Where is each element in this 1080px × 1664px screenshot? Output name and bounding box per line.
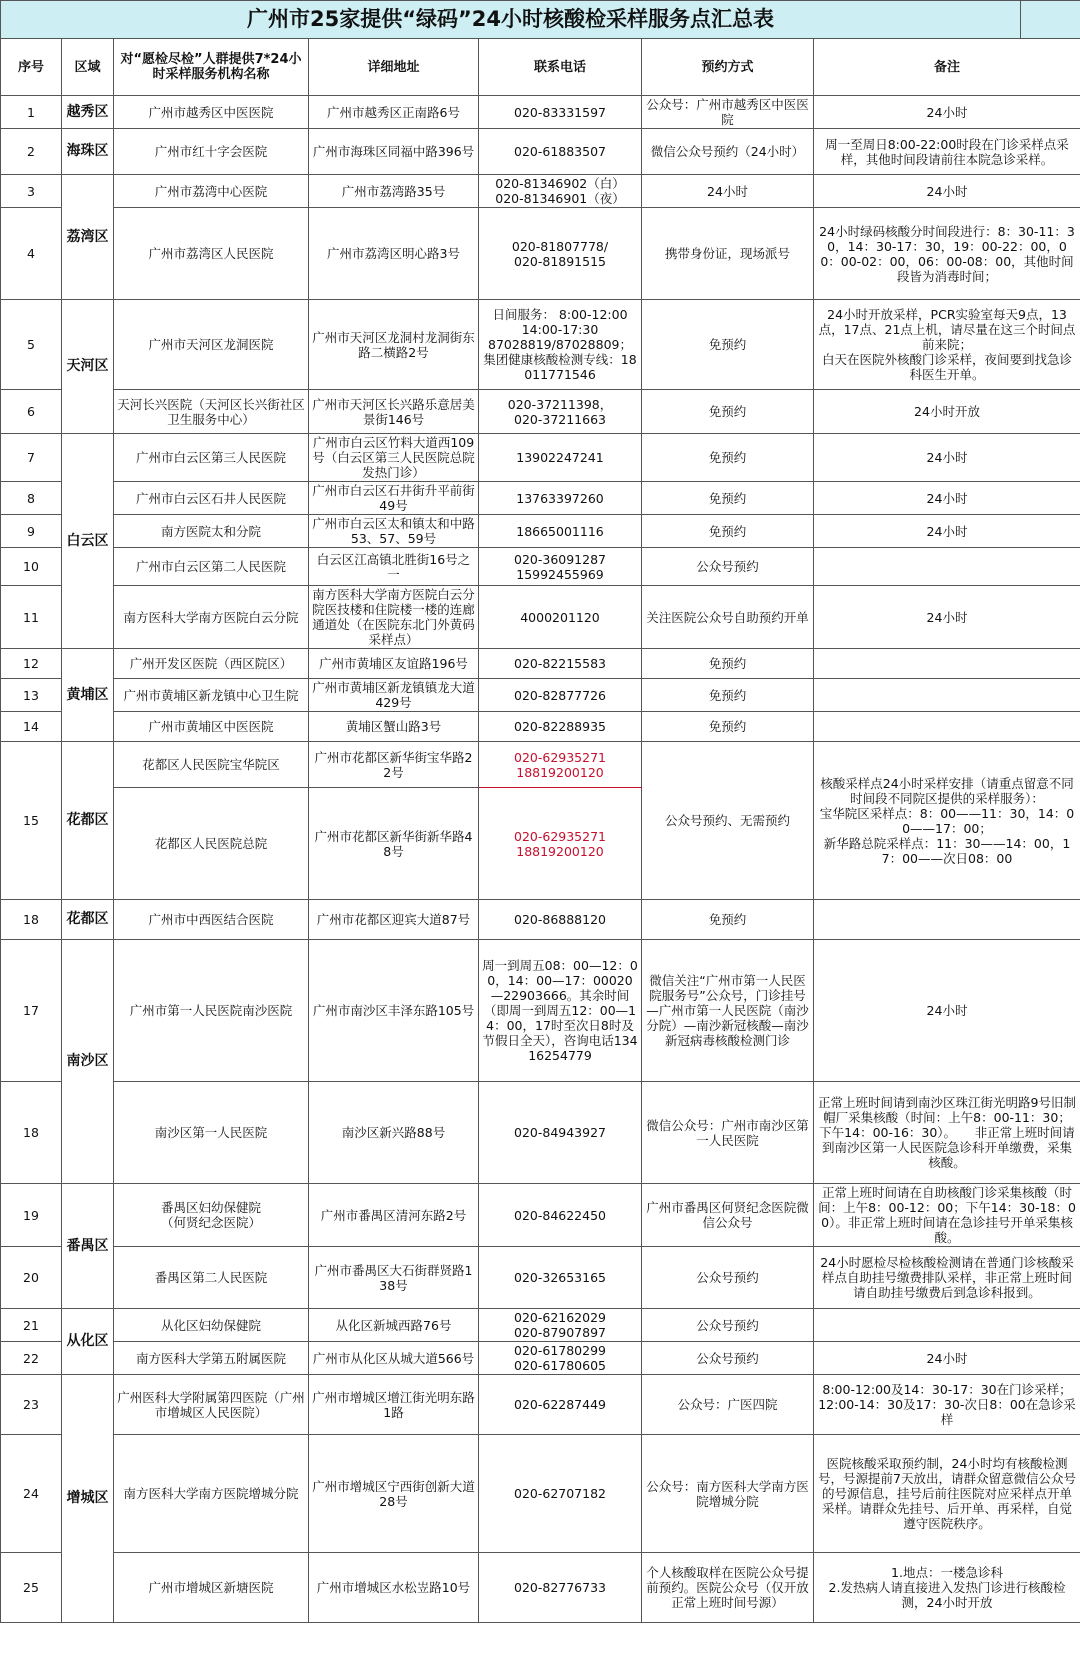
table-row (1, 712, 1080, 742)
cell-phone: 020-81807778/ 020-81891515 (479, 208, 642, 300)
cell-note: 24小时 (814, 1342, 1080, 1375)
cell-address: 广州市荔湾路35号 (309, 175, 479, 208)
cell-name: 广州市黄埔区新龙镇中心卫生院 (114, 679, 309, 712)
cell-no: 1 (1, 96, 62, 129)
cell-phone: 020-61883507 (479, 129, 642, 175)
cell-phone: 020-32653165 (479, 1247, 642, 1309)
cell-district: 从化区 (62, 1309, 114, 1375)
cell-address: 南沙区新兴路88号 (309, 1082, 479, 1184)
cell-name: 广州市红十字会医院 (114, 129, 309, 175)
cell-no: 7 (1, 434, 62, 482)
table-row (1, 1553, 1080, 1623)
cell-address: 从化区新城西路76号 (309, 1309, 479, 1342)
header-booking: 预约方式 (642, 39, 814, 96)
cell-phone: 020-84622450 (479, 1184, 642, 1247)
cell-note: 24小时开放采样，PCR实验室每天9点，13点，17点、21点上机，请尽量在这三个时间点前来院； 白天在医院外核酸门诊采样，夜间要到找急诊科医生开单。 (814, 300, 1080, 390)
cell-note (814, 548, 1080, 586)
cell-name: 广州医科大学附属第四医院（广州市增城区人民医院） (114, 1375, 309, 1435)
table-row (1, 742, 1080, 788)
cell-district: 番禺区 (62, 1184, 114, 1309)
cell-note (814, 649, 1080, 679)
cell-name: 广州市白云区第三人民医院 (114, 434, 309, 482)
cell-note: 24小时开放 (814, 390, 1080, 434)
cell-booking: 免预约 (642, 434, 814, 482)
header-note: 备注 (814, 39, 1080, 96)
cell-phone: 4000201120 (479, 586, 642, 649)
header-no: 序号 (1, 39, 62, 96)
cell-address: 广州市荔湾区明心路3号 (309, 208, 479, 300)
cell-district: 花都区 (62, 900, 114, 940)
cell-no: 10 (1, 548, 62, 586)
cell-name: 南方医科大学南方医院增城分院 (114, 1435, 309, 1553)
cell-phone: 020-62935271 18819200120 (479, 788, 642, 900)
cell-booking: 免预约 (642, 900, 814, 940)
cell-booking: 个人核酸取样在医院公众号提前预约。医院公众号（仅开放正常上班时间号源） (642, 1553, 814, 1623)
cell-note: 24小时愿检尽检核酸检测请在普通门诊核酸采样点自助挂号缴费排队采样，非正常上班时间请自助挂号缴费后到急诊科报到。 (814, 1247, 1080, 1309)
cell-name: 番禺区妇幼保健院 （何贤纪念医院） (114, 1184, 309, 1247)
cell-booking: 携带身份证，现场派号 (642, 208, 814, 300)
cell-booking: 免预约 (642, 482, 814, 515)
cell-phone: 020-82288935 (479, 712, 642, 742)
table-row (1, 900, 1080, 940)
cell-district: 白云区 (62, 434, 114, 649)
cell-booking: 公众号预约 (642, 1342, 814, 1375)
cell-booking: 关注医院公众号自助预约开单 (642, 586, 814, 649)
cell-address: 广州市黄埔区新龙镇镇龙大道429号 (309, 679, 479, 712)
cell-note (814, 679, 1080, 712)
cell-no: 18 (1, 1082, 62, 1184)
table-row (1, 1082, 1080, 1184)
cell-no: 19 (1, 1184, 62, 1247)
table-row (1, 300, 1080, 390)
title-filler-cell (1021, 1, 1080, 39)
cell-no: 23 (1, 1375, 62, 1435)
cell-phone: 020-37211398， 020-37211663 (479, 390, 642, 434)
cell-name: 南沙区第一人民医院 (114, 1082, 309, 1184)
cell-no: 6 (1, 390, 62, 434)
cell-no: 18 (1, 900, 62, 940)
table-row (1, 586, 1080, 649)
cell-name: 南方医院太和分院 (114, 515, 309, 548)
cell-note: 24小时绿码核酸分时间段进行：8：30-11：30，14：30-17：30，19：00-22：00，00：00-02：00，06：00-08：00，其他时间段皆为消毒时间； (814, 208, 1080, 300)
cell-phone: 020-62707182 (479, 1435, 642, 1553)
cell-no: 20 (1, 1247, 62, 1309)
cell-name: 花都区人民医院宝华院区 (114, 742, 309, 788)
cell-no: 8 (1, 482, 62, 515)
cell-name: 花都区人民医院总院 (114, 788, 309, 900)
header-phone: 联系电话 (479, 39, 642, 96)
cell-address: 广州市越秀区正南路6号 (309, 96, 479, 129)
cell-booking: 公众号预约 (642, 548, 814, 586)
cell-phone: 020-82776733 (479, 1553, 642, 1623)
table-row (1, 679, 1080, 712)
cell-phone: 020-61780299 020-61780605 (479, 1342, 642, 1375)
cell-district: 越秀区 (62, 96, 114, 129)
cell-note: 24小时 (814, 434, 1080, 482)
cell-no: 2 (1, 129, 62, 175)
cell-note: 核酸采样点24小时采样安排（请重点留意不同时间段不同院区提供的采样服务）： 宝华院区采样点：8：00——11：30，14：00——17：00； 新华路总院采样点：11：30——14：00，17：00——次日08：00 (814, 742, 1080, 900)
header-address: 详细地址 (309, 39, 479, 96)
table-row (1, 175, 1080, 208)
cell-name: 南方医科大学南方医院白云分院 (114, 586, 309, 649)
table-row (1, 1375, 1080, 1435)
cell-note (814, 900, 1080, 940)
cell-no: 9 (1, 515, 62, 548)
cell-note: 24小时 (814, 96, 1080, 129)
cell-address: 广州市白云区竹料大道西109号（白云区第三人民医院总院发热门诊） (309, 434, 479, 482)
cell-booking: 免预约 (642, 679, 814, 712)
cell-booking: 广州市番禺区何贤纪念医院微信公众号 (642, 1184, 814, 1247)
cell-phone: 020-81346902（白） 020-81346901（夜） (479, 175, 642, 208)
cell-name: 番禺区第二人民医院 (114, 1247, 309, 1309)
cell-booking: 公众号预约 (642, 1247, 814, 1309)
cell-no: 17 (1, 940, 62, 1082)
cell-no: 4 (1, 208, 62, 300)
cell-note: 正常上班时间请到南沙区珠江街光明路9号旧制帽厂采集核酸（时间：上午8：00-11：30；下午14：00-16：30）。 非正常上班时间请到南沙区第一人民医院急诊科开单缴费，采集核酸。 (814, 1082, 1080, 1184)
cell-booking: 公众号：广州市越秀区中医医院 (642, 96, 814, 129)
cell-name: 广州市中西医结合医院 (114, 900, 309, 940)
cell-address: 广州市南沙区丰泽东路105号 (309, 940, 479, 1082)
cell-name: 从化区妇幼保健院 (114, 1309, 309, 1342)
cell-name: 广州市荔湾中心医院 (114, 175, 309, 208)
cell-note: 24小时 (814, 515, 1080, 548)
cell-phone: 020-86888120 (479, 900, 642, 940)
table-row (1, 1435, 1080, 1553)
cell-phone: 020-62935271 18819200120 (479, 742, 642, 788)
cell-address: 广州市增城区宁西街创新大道28号 (309, 1435, 479, 1553)
cell-no: 5 (1, 300, 62, 390)
cell-note: 1.地点：一楼急诊科 2.发热病人请直接进入发热门诊进行核酸检测，24小时开放 (814, 1553, 1080, 1623)
cell-name: 广州市越秀区中医医院 (114, 96, 309, 129)
cell-name: 南方医科大学第五附属医院 (114, 1342, 309, 1375)
cell-district: 南沙区 (62, 940, 114, 1184)
cell-name: 广州市黄埔区中医医院 (114, 712, 309, 742)
cell-address: 广州市白云区石井街升平前街49号 (309, 482, 479, 515)
cell-address: 白云区江高镇北胜街16号之一 (309, 548, 479, 586)
cell-booking: 公众号预约 (642, 1309, 814, 1342)
cell-booking: 免预约 (642, 649, 814, 679)
cell-address: 南方医科大学南方医院白云分院医技楼和住院楼一楼的连廊通道处（在医院东北门外黄码采样点） (309, 586, 479, 649)
cell-phone: 020-82877726 (479, 679, 642, 712)
cell-phone: 020-82215583 (479, 649, 642, 679)
cell-booking: 免预约 (642, 300, 814, 390)
cell-note (814, 712, 1080, 742)
cell-name: 广州市荔湾区人民医院 (114, 208, 309, 300)
cell-phone: 020-36091287 15992455969 (479, 548, 642, 586)
cell-phone: 18665001116 (479, 515, 642, 548)
cell-phone: 周一到周五08：00—12：00，14：00—17：00020—22903666。其余时间（即周一到周五12：00—14：00，17时至次日8时及节假日全天），咨询电话13416254779 (479, 940, 642, 1082)
cell-booking: 免预约 (642, 712, 814, 742)
table-row (1, 129, 1080, 175)
cell-address: 广州市花都区新华街新华路48号 (309, 788, 479, 900)
cell-address: 广州市增城区增江街光明东路1路 (309, 1375, 479, 1435)
cell-booking: 微信公众号预约（24小时） (642, 129, 814, 175)
cell-no: 13 (1, 679, 62, 712)
table-row (1, 1184, 1080, 1247)
cell-booking: 微信公众号：广州市南沙区第一人民医院 (642, 1082, 814, 1184)
cell-no: 11 (1, 586, 62, 649)
cell-address: 广州市天河区龙洞村龙洞街东路二横路2号 (309, 300, 479, 390)
table-row (1, 1247, 1080, 1309)
cell-address: 广州市花都区迎宾大道87号 (309, 900, 479, 940)
cell-name: 广州市白云区石井人民医院 (114, 482, 309, 515)
cell-note: 正常上班时间请在自助核酸门诊采集核酸（时间：上午8：00-12：00；下午14：30-18：00）。非正常上班时间请在急诊挂号开单采集核酸。 (814, 1184, 1080, 1247)
header-name: 对“愿检尽检”人群提供7*24小时采样服务机构名称 (114, 39, 309, 96)
header-row (1, 39, 1080, 96)
cell-address: 广州市从化区从城大道566号 (309, 1342, 479, 1375)
cell-district: 花都区 (62, 742, 114, 900)
table-row (1, 96, 1080, 129)
table-row (1, 390, 1080, 434)
cell-no: 15 (1, 742, 62, 900)
cell-no: 24 (1, 1435, 62, 1553)
cell-phone: 020-62287449 (479, 1375, 642, 1435)
table-row (1, 548, 1080, 586)
cell-name: 广州市增城区新塘医院 (114, 1553, 309, 1623)
cell-district: 海珠区 (62, 129, 114, 175)
cell-note (814, 1309, 1080, 1342)
cell-booking: 公众号预约、无需预约 (642, 742, 814, 900)
cell-booking: 公众号：广医四院 (642, 1375, 814, 1435)
sheet-title: 广州市25家提供“绿码”24小时核酸检采样服务点汇总表 (1, 1, 1021, 39)
cell-booking: 24小时 (642, 175, 814, 208)
cell-phone: 13763397260 (479, 482, 642, 515)
cell-name: 广州市第一人民医院南沙医院 (114, 940, 309, 1082)
cell-note: 医院核酸采取预约制，24小时均有核酸检测号，号源提前7天放出，请群众留意微信公众号的号源信息，挂号后前往医院对应采样点开单采样。请群众先挂号、后开单、再采样，自觉遵守医院秩序。 (814, 1435, 1080, 1553)
cell-district: 荔湾区 (62, 175, 114, 300)
cell-address: 广州市增城区水松岦路10号 (309, 1553, 479, 1623)
table-row (1, 1309, 1080, 1342)
cell-booking: 免预约 (642, 515, 814, 548)
cell-district: 增城区 (62, 1375, 114, 1623)
cell-district: 天河区 (62, 300, 114, 434)
cell-name: 广州市天河区龙洞医院 (114, 300, 309, 390)
cell-phone: 020-62162029 020-87907897 (479, 1309, 642, 1342)
cell-phone: 020-84943927 (479, 1082, 642, 1184)
cell-phone: 13902247241 (479, 434, 642, 482)
cell-address: 广州市花都区新华街宝华路22号 (309, 742, 479, 788)
cell-no: 3 (1, 175, 62, 208)
cell-name: 广州市白云区第二人民医院 (114, 548, 309, 586)
cell-address: 广州市海珠区同福中路396号 (309, 129, 479, 175)
table-row (1, 1342, 1080, 1375)
table-row (1, 649, 1080, 679)
table-row (1, 208, 1080, 300)
cell-phone: 日间服务： 8:00-12:00 14:00-17:30 87028819/87028809；集团健康核酸检测专线：18011771546 (479, 300, 642, 390)
cell-note: 周一至周日8:00-22:00时段在门诊采样点采样，其他时间段请前往本院急诊采样。 (814, 129, 1080, 175)
cell-address: 广州市黄埔区友谊路196号 (309, 649, 479, 679)
cell-booking: 微信关注“广州市第一人民医院服务号”公众号，门诊挂号—广州市第一人民医院（南沙分院）—南沙新冠核酸—南沙新冠病毒核酸检测门诊 (642, 940, 814, 1082)
cell-address: 黄埔区蟹山路3号 (309, 712, 479, 742)
cell-no: 21 (1, 1309, 62, 1342)
cell-no: 22 (1, 1342, 62, 1375)
table-row (1, 940, 1080, 1082)
cell-booking: 免预约 (642, 390, 814, 434)
cell-note: 24小时 (814, 940, 1080, 1082)
cell-no: 12 (1, 649, 62, 679)
cell-address: 广州市白云区太和镇太和中路53、57、59号 (309, 515, 479, 548)
cell-note: 24小时 (814, 586, 1080, 649)
cell-address: 广州市天河区长兴路乐意居美景街146号 (309, 390, 479, 434)
cell-phone: 020-83331597 (479, 96, 642, 129)
table-row (1, 434, 1080, 482)
cell-address: 广州市番禺区清河东路2号 (309, 1184, 479, 1247)
cell-district: 黄埔区 (62, 649, 114, 742)
cell-note: 24小时 (814, 482, 1080, 515)
cell-address: 广州市番禺区大石街群贤路138号 (309, 1247, 479, 1309)
cell-note: 24小时 (814, 175, 1080, 208)
table-row (1, 515, 1080, 548)
cell-note: 8:00-12:00及14：30-17：30在门诊采样； 12:00-14：30及17：30-次日8：00在急诊采样 (814, 1375, 1080, 1435)
table-row (1, 482, 1080, 515)
header-district: 区域 (62, 39, 114, 96)
cell-name: 广州开发区医院（西区院区） (114, 649, 309, 679)
cell-no: 25 (1, 1553, 62, 1623)
cell-no: 14 (1, 712, 62, 742)
cell-booking: 公众号：南方医科大学南方医院增城分院 (642, 1435, 814, 1553)
cell-name: 天河长兴医院（天河区长兴街社区卫生服务中心） (114, 390, 309, 434)
